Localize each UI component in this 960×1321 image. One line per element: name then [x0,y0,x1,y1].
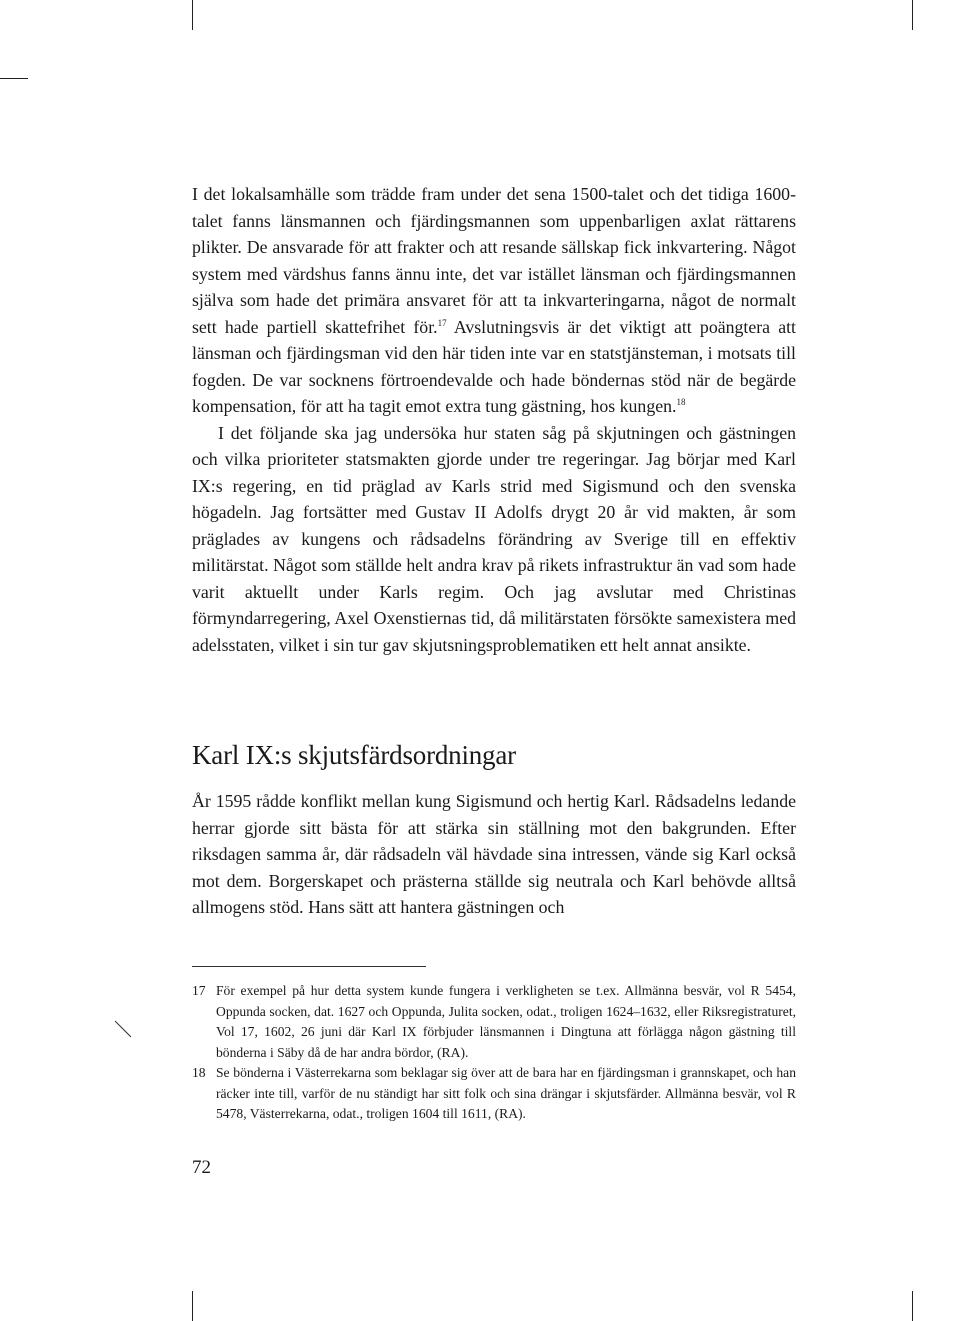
footnote-ref: 17 [437,317,447,328]
footnote [192,981,796,1063]
footnote-text: För exempel på hur detta system kunde fungera i verkligheten se t.ex. Allmänna besvär, vol R 5454, Oppunda socken, dat. 1627 och Oppunda, Julita socken, odat., troligen 1624–1632, eller Riksregistraturet, Vol 17, 1602, 26 juni där Karl IX förbjuder länsmannen i Dingtuna att förlägga någon gästning till bönderna i Säby då de har andra bördor, (RA). [216,983,796,1060]
body-paragraph: År 1595 rådde konflikt mellan kung Sigismund och hertig Karl. Rådsadelns ledande herrar gjorde sitt bästa för att stärka sin ställning mot den bakgrunden. Efter riksdagen samma år, där rådsadeln väl hävdade sina intressen, vände sig Karl också mot dem. Borgerskapet och prästerna ställde sig neutrala och Karl behövde alltså allmogens stöd. Hans sätt att hantera gästningen och [192,791,796,917]
footnote-text: Se bönderna i Västerrekarna som beklagar sig över att de bara har en fjärdingsman i grannskapet, och han räcker inte till, varför de nu ständigt har sitt folk och sina drängar i skjutsfärder. Allmänna besvär, vol R 5478, Västerrekarna, odat., troligen 1604 till 1611, (RA). [216,1065,796,1121]
paragraph-text: I det lokalsamhälle som trädde fram under det sena 1500-talet och det tidiga 1600-talet fanns länsmannen och fjärdingsmannen som uppenbarligen axlat rättarens plikter. De ansvarade för att frakter och att resande sällskap fick inkvartering. Något system med värdshus fanns ännu inte, det var istället länsman och fjärdingsmannen själva som hade det primära ansvaret för att ta inkvarteringarna, något de normalt sett hade partiell skattefrihet för. [192,184,796,337]
footnote-number: 18 [192,1065,206,1080]
body-paragraph [192,181,796,420]
crop-mark-left-top [0,78,28,79]
body-paragraph [192,420,796,659]
crop-mark-top-left [192,0,193,30]
crop-mark-bottom-right [912,1291,913,1321]
crop-mark-bottom-left [192,1291,193,1321]
footnote-rule [192,966,426,967]
footnotes [192,981,796,1125]
footnote [192,1063,796,1125]
footnote-ref: 18 [676,397,686,407]
crop-mark-top-right [912,0,913,30]
intro-text [192,181,796,658]
page-number: 72 [192,1157,211,1178]
footnote-number: 17 [192,983,206,998]
paragraph-text: I det följande ska jag undersöka hur staten såg på skjutningen och gästningen och vilka prioriteter statsmakten gjorde under tre regeringar. Jag börjar med Karl IX:s regering, en tid präglad av Karls strid med Sigismund och den svenska högadeln. Jag fortsätter med Gustav II Adolfs drygt 20 år vid makten, år som präglades av kungens och rådsadelns förändring av Sverige till en effektiv militärstat. Något som ställde helt andra krav på rikets infrastruktur än vad som hade varit aktuellt under Karls regim. Och jag avslutar med Christinas förmyndarregering, Axel Oxenstiernas tid, då militärstaten försökte samexistera med adelsstaten, vilket i sin tur gav skjutsningsproblematiken ett helt annat ansikte. [192,422,796,655]
section-heading: Karl IX:s skjutsfärdsordningar [192,740,516,770]
margin-slash-mark [112,1018,134,1040]
paragraph-text: Avslutningsvis är det viktigt att poängtera att länsman och fjärdingsman vid den här tiden inte var en statstjänsteman, i motsats till fogden. De var socknens förtroendevalde och hade böndernas stöd när de begärde kompensation, för att ha tagit emot extra tung gästning, hos kungen. [192,316,797,416]
section-text [192,788,796,921]
